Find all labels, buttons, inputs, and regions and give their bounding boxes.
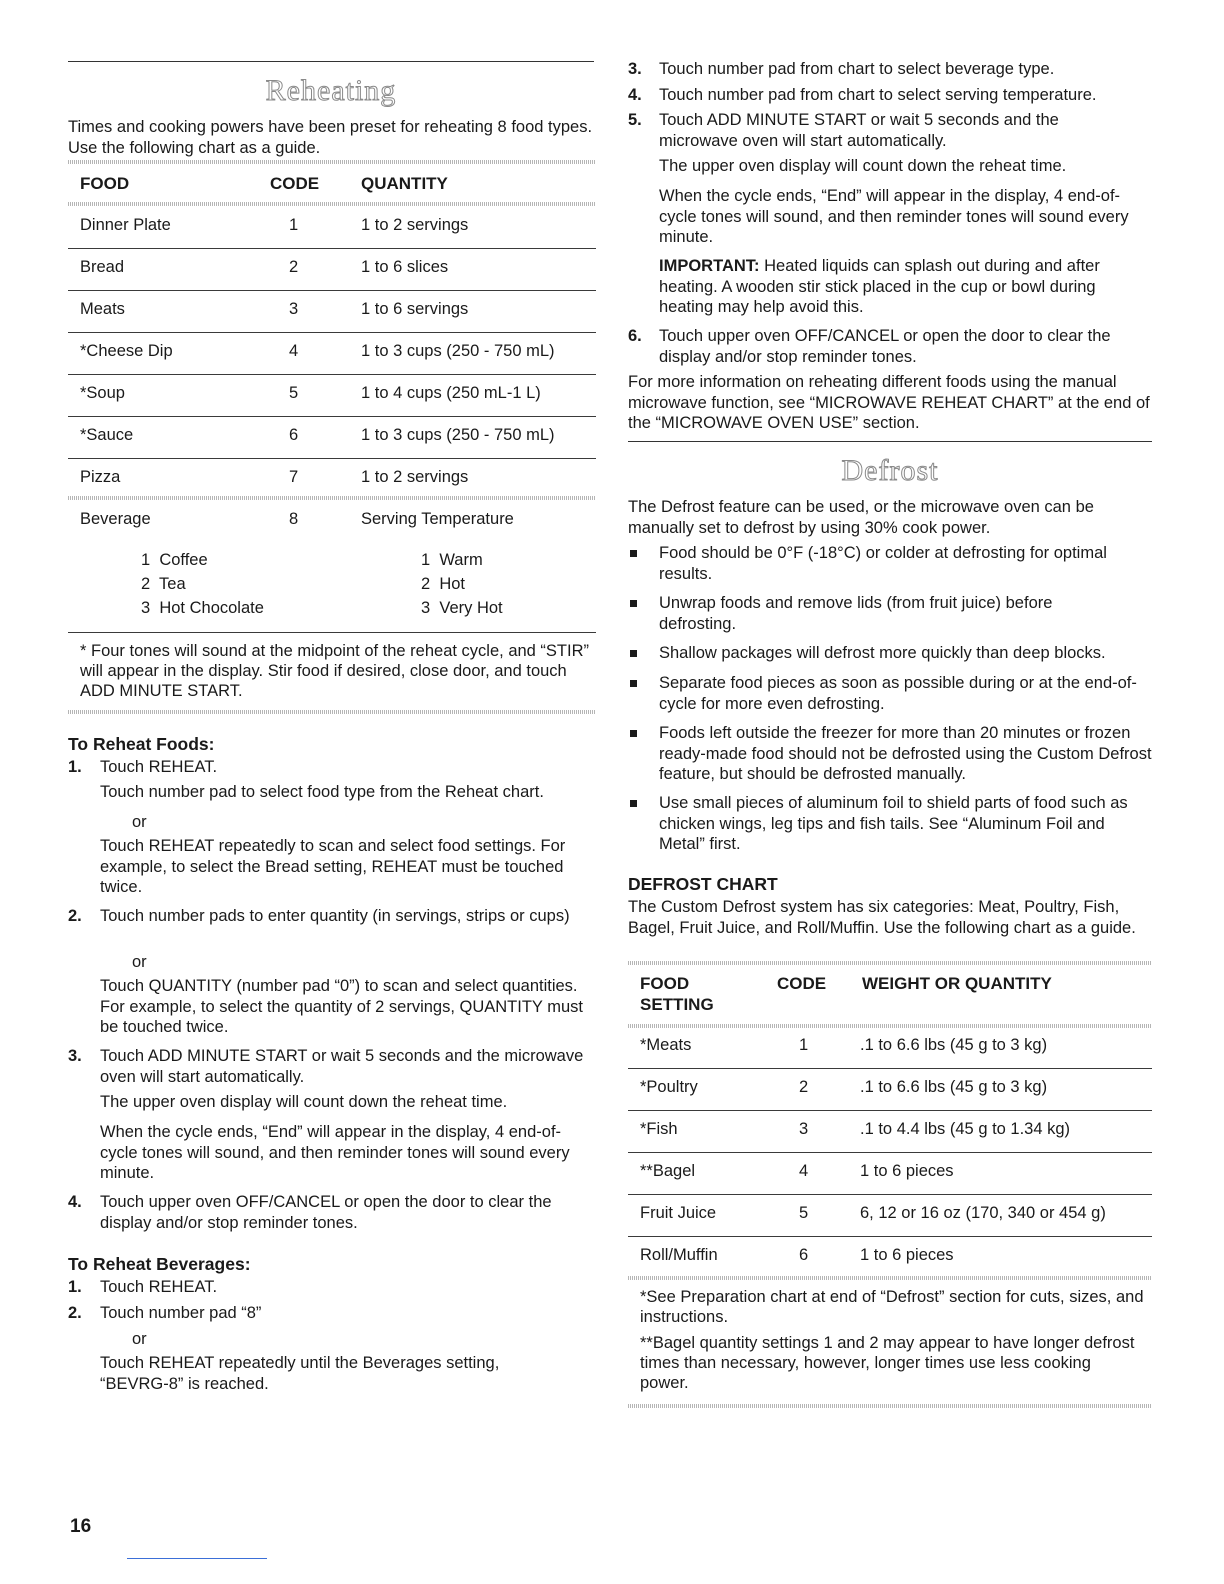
- row-divider: [68, 416, 596, 417]
- important-label: IMPORTANT:: [659, 257, 760, 275]
- row-divider: [68, 290, 596, 291]
- row-divider: [628, 1110, 1152, 1111]
- quantity-cell: 1 to 4 cups (250 mL-1 L): [361, 384, 541, 402]
- bullet-text: Food should be 0°F (-18°C) or colder at defrosting for optimal results.: [659, 544, 1107, 583]
- code-cell: 5: [799, 1204, 809, 1222]
- table-header-food: FOOD: [80, 174, 130, 193]
- step-text: Touch number pad from chart to select beverage type.: [659, 60, 1055, 78]
- section-top-rule: [628, 441, 1152, 442]
- step-text: Touch REHEAT repeatedly to scan and select food settings. For example, to select the Bread setting, REHEAT must be touched twice.: [100, 837, 566, 896]
- row-divider: [68, 332, 596, 333]
- bullet-text: Foods left outside the freezer for more than 20 minutes or frozen ready-made food should not be defrosted using the Custom Defrost feature, but should be defrosted manually.: [659, 724, 1152, 783]
- step-number: 4.: [628, 86, 642, 104]
- weight-cell: 1 to 6 pieces: [860, 1246, 954, 1264]
- quantity-cell: 1 to 3 cups (250 - 750 mL): [361, 426, 555, 444]
- step-text: Touch number pad from chart to select serving temperature.: [659, 86, 1097, 104]
- temperature-item: 1 Warm: [421, 551, 483, 569]
- quantity-cell: Serving Temperature: [361, 510, 514, 528]
- row-divider: [628, 1152, 1152, 1153]
- food-cell: Roll/Muffin: [640, 1246, 718, 1264]
- step-text: Touch REHEAT repeatedly until the Beverages setting, “BEVRG-8” is reached.: [100, 1354, 500, 1393]
- table-rule: [628, 1276, 1152, 1280]
- reheat-foods-heading: To Reheat Foods:: [68, 734, 215, 754]
- defrost-chart-heading: DEFROST CHART: [628, 874, 778, 894]
- bullet-marker: [630, 680, 637, 687]
- section-top-rule: [68, 61, 594, 62]
- code-cell: 6: [799, 1246, 809, 1264]
- step-number: 6.: [628, 327, 642, 345]
- quantity-cell: 1 to 2 servings: [361, 468, 469, 486]
- food-cell: Bread: [80, 258, 125, 276]
- step-text: The upper oven display will count down the reheat time.: [100, 1093, 508, 1111]
- table-rule: [628, 961, 1152, 965]
- step-number: 3.: [628, 60, 642, 78]
- food-cell: *Sauce: [80, 426, 134, 444]
- code-cell: 8: [289, 510, 299, 528]
- code-cell: 3: [289, 300, 299, 318]
- quantity-cell: 1 to 2 servings: [361, 216, 469, 234]
- code-cell: 7: [289, 468, 299, 486]
- step-text: Touch number pad “8”: [100, 1304, 262, 1322]
- code-cell: 2: [799, 1078, 809, 1096]
- code-cell: 6: [289, 426, 299, 444]
- beverage-type-item: 1 Coffee: [141, 551, 208, 569]
- row-divider: [68, 248, 596, 249]
- table-header-weight: WEIGHT OR QUANTITY: [862, 974, 1052, 993]
- step-text: Touch number pads to enter quantity (in servings, strips or cups): [100, 907, 570, 925]
- row-divider: [628, 1194, 1152, 1195]
- beverage-type-item: 2 Tea: [141, 575, 186, 593]
- important-text: Heated liquids can splash out during and after heating. A wooden stir stick placed in the cup or bowl during heating may help avoid this.: [659, 257, 1100, 316]
- table-rule: [68, 710, 596, 714]
- step-number: 2.: [68, 907, 82, 925]
- code-cell: 3: [799, 1120, 809, 1138]
- reheat-beverages-heading: To Reheat Beverages:: [68, 1254, 251, 1274]
- step-text: Touch ADD MINUTE START or wait 5 seconds and the microwave oven will start automatically.: [100, 1047, 584, 1086]
- weight-cell: 6, 12 or 16 oz (170, 340 or 454 g): [860, 1204, 1106, 1222]
- step-text: Touch ADD MINUTE START or wait 5 seconds and the microwave oven will start automatically.: [659, 111, 1059, 150]
- row-divider: [68, 458, 596, 459]
- food-cell: Meats: [80, 300, 125, 318]
- code-cell: 1: [289, 216, 299, 234]
- weight-cell: .1 to 4.4 lbs (45 g to 1.34 kg): [860, 1120, 1071, 1138]
- bullet-text: Unwrap foods and remove lids (from fruit juice) before defrosting.: [659, 594, 1053, 633]
- code-cell: 1: [799, 1036, 809, 1054]
- table-rule: [68, 496, 596, 500]
- row-divider: [68, 632, 596, 633]
- food-cell: *Fish: [640, 1120, 678, 1138]
- table-rule: [68, 202, 596, 206]
- quantity-cell: 1 to 6 slices: [361, 258, 449, 276]
- step-text: Touch upper oven OFF/CANCEL or open the door to clear the display and/or stop reminder tones.: [100, 1193, 552, 1232]
- more-info-text: For more information on reheating different foods using the manual microwave function, see “MICROWAVE REHEAT CHART” at the end of the “MICROWAVE OVEN USE” section.: [628, 373, 1150, 432]
- step-text: The upper oven display will count down the reheat time.: [659, 157, 1067, 175]
- weight-cell: .1 to 6.6 lbs (45 g to 3 kg): [860, 1036, 1048, 1054]
- bullet-text: Shallow packages will defrost more quickly than deep blocks.: [659, 644, 1106, 662]
- important-note: [659, 256, 1152, 318]
- food-cell: *Poultry: [640, 1078, 698, 1096]
- weight-cell: 1 to 6 pieces: [860, 1162, 954, 1180]
- table-header-quantity: QUANTITY: [361, 174, 448, 193]
- step-text: Touch REHEAT.: [100, 1278, 218, 1296]
- or-label: or: [132, 953, 147, 971]
- food-cell: Dinner Plate: [80, 216, 171, 234]
- defrost-intro: The Defrost feature can be used, or the microwave oven can be manually set to defrost by using 30% cook power.: [628, 498, 1094, 537]
- code-cell: 4: [289, 342, 299, 360]
- bullet-marker: [630, 650, 637, 657]
- table-rule: [628, 1404, 1152, 1408]
- table-rule: [68, 160, 596, 164]
- row-divider: [628, 1068, 1152, 1069]
- quantity-cell: 1 to 6 servings: [361, 300, 469, 318]
- step-number: 2.: [68, 1304, 82, 1322]
- table-header-code: CODE: [270, 174, 320, 193]
- step-text: Touch REHEAT.: [100, 758, 218, 776]
- bullet-marker: [630, 550, 637, 557]
- bullet-marker: [630, 800, 637, 807]
- food-cell: **Bagel: [640, 1162, 696, 1180]
- food-cell: Fruit Juice: [640, 1204, 717, 1222]
- code-cell: 2: [289, 258, 299, 276]
- beverage-type-item: 3 Hot Chocolate: [141, 599, 264, 617]
- temperature-item: 3 Very Hot: [421, 599, 503, 617]
- code-cell: 4: [799, 1162, 809, 1180]
- bullet-text: Separate food pieces as soon as possible during or at the end-of-cycle for more even defrosting.: [659, 674, 1137, 713]
- footer-line: [127, 1558, 267, 1559]
- table-header-code: CODE: [777, 974, 827, 993]
- page-number: 16: [70, 1516, 92, 1537]
- reheating-intro: Times and cooking powers have been preset for reheating 8 food types. Use the following chart as a guide.: [68, 118, 593, 157]
- food-cell: Pizza: [80, 468, 121, 486]
- food-cell: *Cheese Dip: [80, 342, 173, 360]
- step-text: Touch QUANTITY (number pad “0”) to scan and select quantities. For example, to select the quantity of 2 servings, QUANTITY must be touched twice.: [100, 977, 583, 1036]
- step-text: When the cycle ends, “End” will appear in the display, 4 end-of-cycle tones will sound, and then reminder tones will sound every minute.: [100, 1123, 570, 1182]
- table-header-food-setting: FOOD SETTING: [640, 974, 714, 1014]
- food-cell: *Meats: [640, 1036, 692, 1054]
- defrost-footnote: **Bagel quantity settings 1 and 2 may appear to have longer defrost times than necessary, however, longer times use less cooking power.: [640, 1334, 1135, 1392]
- row-divider: [68, 374, 596, 375]
- step-number: 3.: [68, 1047, 82, 1065]
- step-number: 1.: [68, 758, 82, 776]
- step-text: Touch upper oven OFF/CANCEL or open the door to clear the display and/or stop reminder tones.: [659, 327, 1111, 366]
- bullet-text: Use small pieces of aluminum foil to shield parts of food such as chicken wings, leg tips and fish tails. See “Aluminum Foil and Metal” first.: [659, 794, 1128, 853]
- or-label: or: [132, 1330, 147, 1348]
- code-cell: 5: [289, 384, 299, 402]
- or-label: or: [132, 813, 147, 831]
- step-number: 5.: [628, 111, 642, 129]
- weight-cell: .1 to 6.6 lbs (45 g to 3 kg): [860, 1078, 1048, 1096]
- defrost-title: Defrost: [841, 454, 939, 487]
- quantity-cell: 1 to 3 cups (250 - 750 mL): [361, 342, 555, 360]
- table-rule: [628, 1024, 1152, 1028]
- food-cell: Beverage: [80, 510, 151, 528]
- bullet-marker: [630, 600, 637, 607]
- bullet-marker: [630, 730, 637, 737]
- reheat-table-footnote: * Four tones will sound at the midpoint of the reheat cycle, and “STIR” will appear in the display. Stir food if desired, close door, and touch ADD MINUTE START.: [80, 642, 590, 700]
- step-number: 4.: [68, 1193, 82, 1211]
- row-divider: [628, 1236, 1152, 1237]
- reheating-title: Reheating: [265, 74, 397, 107]
- step-text: Touch number pad to select food type from the Reheat chart.: [100, 783, 544, 801]
- food-cell: *Soup: [80, 384, 125, 402]
- step-number: 1.: [68, 1278, 82, 1296]
- temperature-item: 2 Hot: [421, 575, 466, 593]
- step-text: When the cycle ends, “End” will appear in the display, 4 end-of-cycle tones will sound, and then reminder tones will sound every minute.: [659, 187, 1129, 246]
- defrost-footnote: *See Preparation chart at end of “Defrost” section for cuts, sizes, and instructions.: [640, 1288, 1144, 1326]
- defrost-chart-intro: The Custom Defrost system has six categories: Meat, Poultry, Fish, Bagel, Fruit Juice, and Roll/Muffin. Use the following chart as a guide.: [628, 898, 1136, 937]
